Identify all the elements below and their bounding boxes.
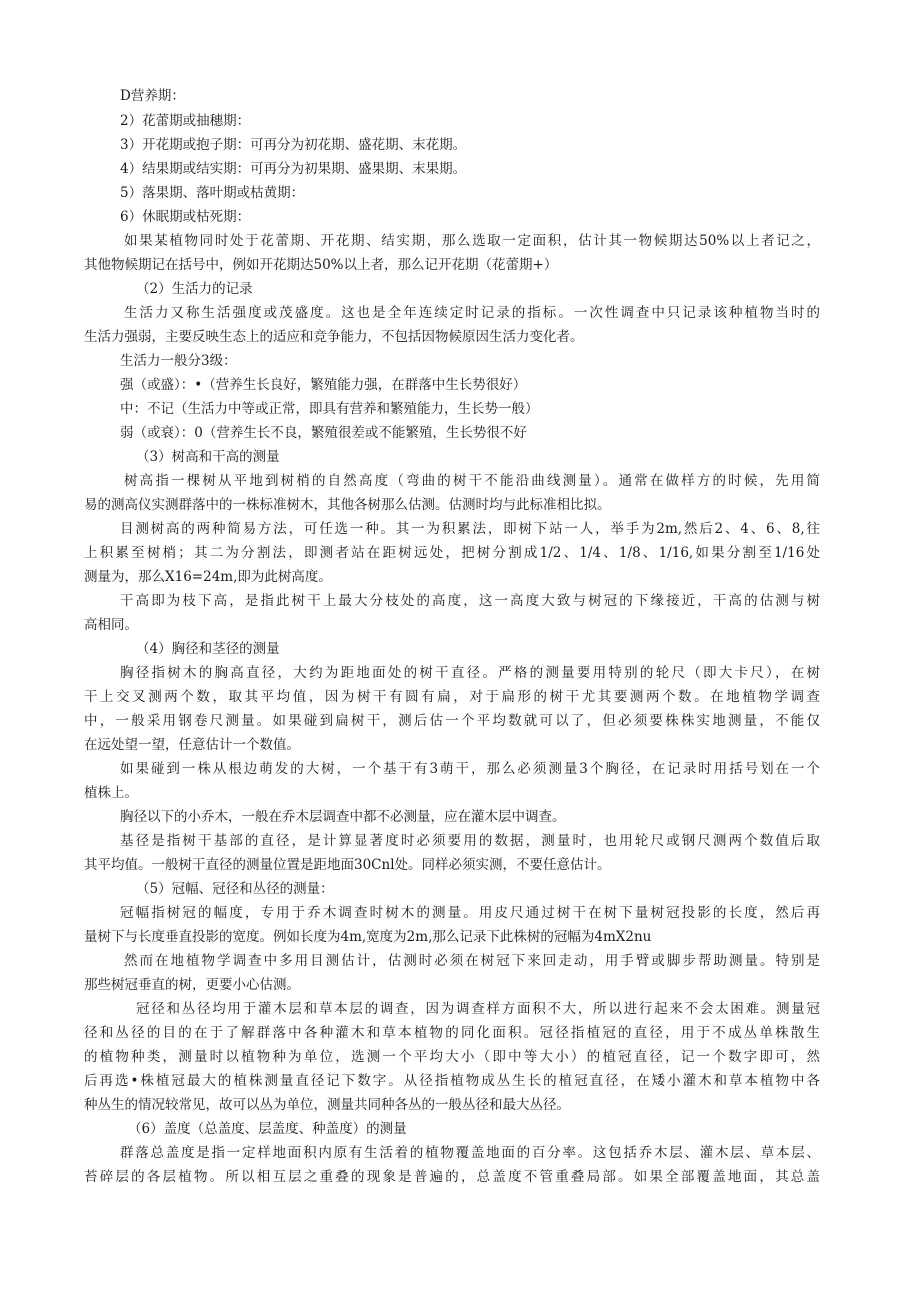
paragraph-line: 基径是指树干基部的直径，是计算显著度时必须要用的数据，测量时，也用轮尺或钢尺测两个数值后取 [120,833,820,849]
paragraph-line: 生活力一般分3级： [120,353,237,369]
paragraph-line: 径和丛径的目的在于了解群落中各种灌木和草本植物的同化面积。冠径指植冠的直径，用于不成丛单株散生 [84,1025,820,1041]
paragraph-line: 目测树高的两种简易方法，可任选一种。其一为积累法，即树下站一人，举手为2m,然后2、4、6、8,往 [120,521,820,537]
paragraph-line: 那些树冠垂直的树，更要小心估测。 [84,977,300,993]
paragraph-line: 量树下与长度垂直投影的宽度。例如长度为4m,宽度为2m,那么记录下此株树的冠幅为4mX2nu [84,929,652,945]
text-line: 3）开花期或抱子期：可再分为初花期、盛花期、末花期。 [120,137,467,153]
paragraph-line: 胸径指树木的胸高直径，大约为距地面处的树干直径。严格的测量要用特别的轮尺（即大卡尺），在树 [120,665,820,681]
paragraph-line: 中，一般采用钢卷尺测量。如果碰到扁树干，测后估一个平均数就可以了，但必须要株株实地测量，不能仅 [84,713,820,729]
list-line: 弱（或衰）：0（营养生长不良，繁殖很差或不能繁殖，生长势很不好 [120,425,527,441]
paragraph-line: 干高即为枝下高，是指此树干上最大分枝处的高度，这一高度大致与树冠的下缘接近，干高的估测与树 [120,593,820,609]
paragraph-line: 冠幅指树冠的幅度，专用于乔木调查时树木的测量。用皮尺通过树干在树下量树冠投影的长度，然后再 [120,905,820,921]
paragraph-line: 其他物候期记在括号中，例如开花期达50%以上者，那么记开花期（花蕾期+） [84,257,558,273]
section-heading: （4）胸径和茎径的测量 [136,641,280,657]
paragraph-line: 易的测高仪实测群落中的一株标准树木，其他各树那么估测。估测时均与此标准相比拟。 [84,497,611,513]
text-line: 6）休眠期或枯死期： [120,209,251,225]
paragraph-line: 生活力强弱，主要反映生态上的适应和竞争能力，不包括因物候原因生活力变化者。 [84,329,584,345]
paragraph-line: 上积累至树梢；其二为分割法，即测者站在距树远处，把树分割成1/2、1/4、1/8、1/16,如果分割至1/16处 [84,545,820,561]
paragraph-line: 树高指一棵树从平地到树梢的自然高度（弯曲的树干不能沿曲线测量）。通常在做样方的时候，先用简 [124,473,820,489]
list-line: 强（或盛）：•（营养生长良好，繁殖能力强，在群落中生长势很好） [120,377,527,393]
paragraph-line: 干上交叉测两个数，取其平均值，因为树干有圆有扁，对于扁形的树干尤其要测两个数。在地植物学调查 [84,689,820,705]
paragraph-line: 生活力又称生活强度或茂盛度。这也是全年连续定时记录的指标。一次性调查中只记录该种植物当时的 [124,305,820,321]
list-line: 中：不记（生活力中等或正常，即具有营养和繁殖能力，生长势一般） [120,401,539,417]
text-line: 4）结果期或结实期：可再分为初果期、盛果期、末果期。 [120,161,467,177]
paragraph-line: 群落总盖度是指一定样地面积内原有生活着的植物覆盖地面的百分率。这包括乔木层、灌木层、草本层、 [120,1145,820,1161]
paragraph-line: 在远处望一望，任意估计一个数值。 [84,737,300,753]
paragraph-line: 植株上。 [84,785,138,801]
paragraph-line: 然而在地植物学调查中多用目测估计，估测时必须在树冠下来回走动，用手臂或脚步帮助测量。特别是 [124,953,820,969]
paragraph-line: 冠径和丛径均用于灌木层和草本层的调查，因为调查样方面积不大，所以进行起来不会太困难。测量冠 [136,1001,820,1017]
section-heading: （5）冠幅、冠径和丛径的测量： [136,881,334,897]
paragraph-line: 高相同。 [84,617,138,633]
paragraph-line: 苔碎层的各层植物。所以相互层之重叠的现象是普遍的，总盖度不管重叠局部。如果全部覆盖地面，其总盖 [84,1169,820,1185]
text-line: 2）花蕾期或抽穗期： [120,113,251,129]
paragraph-line: 的植物种类，测量时以植物种为单位，选测一个平均大小（即中等大小）的植冠直径，记一个数字即可，然 [84,1049,820,1065]
paragraph-line: 其平均值。一般树干直径的测量位置是距地面30Cnl处。同样必须实测，不要任意估计。 [84,857,611,873]
text-line: 5）落果期、落叶期或枯黄期： [120,185,305,201]
paragraph-line: 如果某植物同时处于花蕾期、开花期、结实期，那么选取一定面积，估计其一物候期达50%以上者记之， [124,233,820,249]
section-heading: （6）盖度（总盖度、层盖度、种盖度）的测量 [128,1121,407,1137]
paragraph-line: 胸径以下的小乔木，一般在乔木层调查中都不必测量，应在灌木层中调查。 [120,809,566,825]
paragraph-line: 测量为，那么X16=24m,即为此树高度。 [84,569,332,585]
paragraph-line: 后再选•株植冠最大的植株测量直径记下数字。从径指植物成丛生长的植冠直径，在矮小灌木和草本植物中各 [84,1073,820,1089]
section-heading: （2）生活力的记录 [136,281,253,297]
paragraph-line: 如果碰到一株从根边萌发的大树，一个基干有3萌干，那么必须测量3个胸径，在记录时用括号划在一个 [120,761,820,777]
paragraph-line: 种丛生的情况较常见，故可以丛为单位，测量共同种各丛的一般丛径和最大丛径。 [84,1097,570,1113]
text-line: D营养期： [120,88,185,104]
section-heading: （3）树高和干高的测量 [136,449,280,465]
